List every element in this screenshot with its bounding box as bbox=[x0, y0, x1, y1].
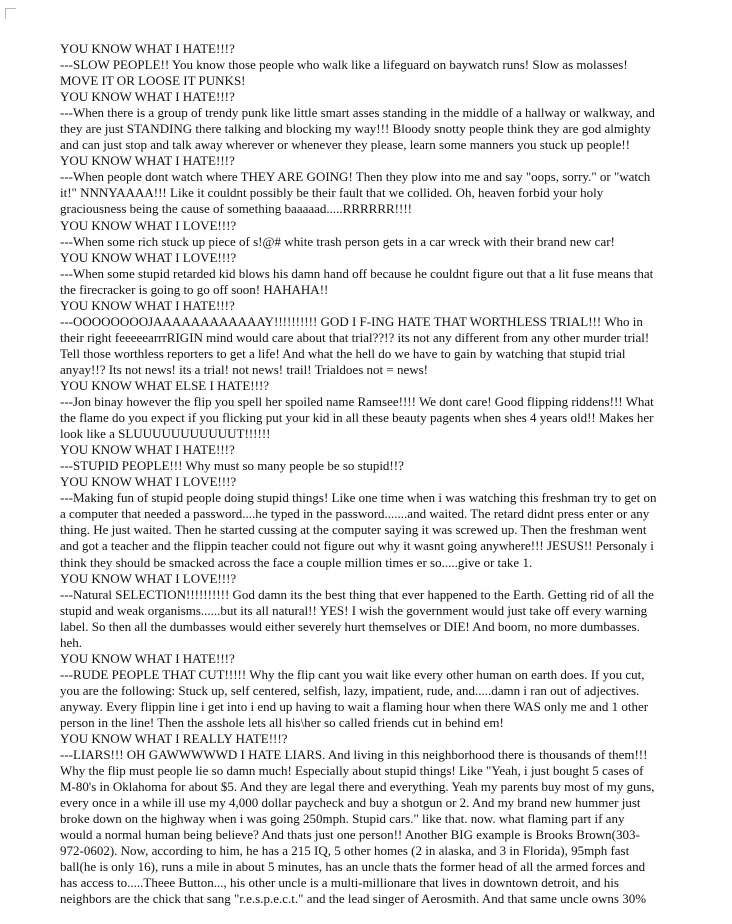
text-line: graciousness being the cause of something baaaaad.....RRRRRR!!!! bbox=[60, 201, 412, 217]
text-line: Why the flip must people lie so damn much! Especially about stupid things! Like "Yeah, i just bought 5 cases of bbox=[60, 763, 644, 779]
text-line: stupid and weak organisms......but its all natural!! YES! I wish the government would just take off every warning bbox=[60, 602, 648, 618]
text-line: YOU KNOW WHAT I HATE!!!? bbox=[60, 41, 235, 56]
text-line: ---OOOOOOOOJAAAAAAAAAAAAY!!!!!!!!!! GOD I F-ING HATE THAT WORTHLESS TRIAL!!! Who in bbox=[60, 313, 643, 329]
text-line: ball(he is only 16), runs a mile in about 5 minutes, has an uncle thats the former head of all the armed forces and bbox=[60, 859, 646, 875]
text-line: every once in a while ill use my 4,000 dollar paycheck and buy a shotgun or 2. And my brand new hummer just bbox=[60, 795, 641, 811]
text-line: the firecracker is going to go off soon! HAHAHA!! bbox=[60, 281, 329, 297]
text-line: the flame do you expect if you flicking put your kid in all these beauty pagents when shes 4 years old!! Makes her bbox=[60, 410, 654, 426]
text-line: M-80's in Oklahoma for about $5. And they are legal there and everything. Yeah my parents buy most of my guns, bbox=[60, 779, 655, 795]
text-line: a computer that needed a password....he typed in the password.......and waited. The retard didnt press enter or any bbox=[60, 506, 650, 522]
text-line: ---STUPID PEOPLE!!! Why must so many people be so stupid!!? bbox=[60, 458, 404, 474]
text-line: YOU KNOW WHAT I HATE!!!? bbox=[60, 442, 235, 458]
text-line: thing. He just waited. Then he started cussing at the computer saying it was screwed up. Then the freshman went bbox=[60, 522, 647, 538]
text-line: YOU KNOW WHAT I REALLY HATE!!!? bbox=[60, 731, 288, 747]
text-line: YOU KNOW WHAT ELSE I HATE!!!? bbox=[60, 377, 270, 393]
text-line: YOU KNOW WHAT I HATE!!!? bbox=[60, 89, 235, 105]
text-line: 972-0602). Now, according to him, he has a 215 IQ, 5 other homes (2 in alaska, and 3 in Florida), 95mph fast bbox=[60, 843, 630, 859]
text-line: anyway. Every flippin line i get into i end up having to wait a flaming hour when there WAS only me and 1 other bbox=[60, 698, 649, 714]
text-line: ---Natural SELECTION!!!!!!!!!! God damn its the best thing that ever happened to the Earth. Getting rid of all the bbox=[60, 586, 654, 602]
text-line: ---When some stupid retarded kid blows his damn hand off because he couldnt figure out that a lit fuse means that bbox=[60, 265, 654, 281]
text-line: ---RUDE PEOPLE THAT CUT!!!!! Why the flip cant you wait like every other human on earth does. If you cut, bbox=[60, 666, 645, 682]
text-line: broke down on the highway when i was going 250mph. Stupid cars." like that. now. what flaming part if any bbox=[60, 811, 625, 827]
text-line: person in the line! Then the asshole lets all his\her so called friends cut in behind em! bbox=[60, 714, 504, 730]
text-line: YOU KNOW WHAT I LOVE!!!? bbox=[60, 217, 237, 233]
text-line: ---When some rich stuck up piece of s!@# white trash person gets in a car wreck with their brand new car! bbox=[60, 233, 615, 249]
text-line: ---SLOW PEOPLE!! You know those people who walk like a lifeguard on baywatch runs! Slow as molasses! bbox=[60, 57, 628, 73]
text-line: and got a teacher and the flippin teacher could not figure out why it wasnt going anywhere!!! JESUS!! Personaly i bbox=[60, 538, 654, 554]
text-line: Tell those worthless reporters to get a life! And what the hell do we have to gain by watching that stupid trial bbox=[60, 345, 626, 361]
text-line: ---LIARS!!! OH GAWWWWWD I HATE LIARS. And living in this neighborhood there is thousands of them!!! bbox=[60, 747, 648, 763]
text-line: heh. bbox=[60, 634, 83, 650]
text-line: ---Jon binay however the flip you spell her spoiled name Ramsee!!!! We dont care! Good flipping riddens!!! What bbox=[60, 394, 654, 410]
text-line: MOVE IT OR LOOSE IT PUNKS! bbox=[60, 73, 246, 89]
text-line: has access to.....Theee Button..., his other uncle is a multi-millionare that lives in downtown detroit, and his bbox=[60, 875, 619, 891]
text-line: you are the following: Stuck up, self centered, selfish, lazy, impatient, rude, and.....damn i ran out of adjectives. bbox=[60, 682, 640, 698]
text-line: YOU KNOW WHAT I HATE!!!? bbox=[60, 650, 235, 666]
text-line: and can just stop and talk away wherever or whenever they please, learn some manners you stuck up people!! bbox=[60, 137, 630, 153]
text-line: ---When there is a group of trendy punk like little smart asses standing in the middle of a hallway or walkway, and bbox=[60, 105, 655, 121]
text-line: YOU KNOW WHAT I HATE!!!? bbox=[60, 297, 235, 313]
text-line: they are just STANDING there talking and blocking my way!!! Bloody snotty people think they are god almighty bbox=[60, 121, 651, 137]
text-line: would a normal human being believe? And thats just one person!! Another BIG example is Brooks Brown(303- bbox=[60, 827, 640, 843]
scan-corner-mark bbox=[5, 8, 16, 19]
text-line: neighbors are the chick that sang "r.e.s.p.e.c.t." and the lead singer of Aerosmith. And that same uncle owns 30% bbox=[60, 891, 647, 907]
text-line: YOU KNOW WHAT I LOVE!!!? bbox=[60, 249, 237, 265]
text-line: it!" NNNYAAAA!!! Like it couldnt possibly be their fault that we collided. Oh, heaven forbid your holy bbox=[60, 185, 604, 201]
text-line: label. So then all the dumbasses would either severely hurt themselves or DIE! And boom, no more dumbasses. bbox=[60, 618, 640, 634]
text-line: ---Making fun of stupid people doing stupid things! Like one time when i was watching this freshman try to get on bbox=[60, 490, 657, 506]
text-line: their right feeeeearrrRIGIN mind would care about that trial??!? its not any different from any other murder trial! bbox=[60, 329, 650, 345]
text-line: YOU KNOW WHAT I LOVE!!!? bbox=[60, 474, 237, 490]
text-line: think they should be smacked across the face a couple million times er so.....give or take 1. bbox=[60, 554, 533, 570]
text-line: YOU KNOW WHAT I HATE!!!? bbox=[60, 153, 235, 169]
text-line: ---When people dont watch where THEY ARE GOING! Then they plow into me and say "oops, sorry." or "watch bbox=[60, 169, 651, 185]
text-line: anyay!!? Its not news! its a trial! not news! trail! Trialdoes not = news! bbox=[60, 361, 429, 377]
text-line: YOU KNOW WHAT I LOVE!!!? bbox=[60, 570, 237, 586]
document-body bbox=[60, 41, 688, 908]
text-line: look like a SLUUUUUUUUUUUT!!!!!! bbox=[60, 426, 271, 442]
